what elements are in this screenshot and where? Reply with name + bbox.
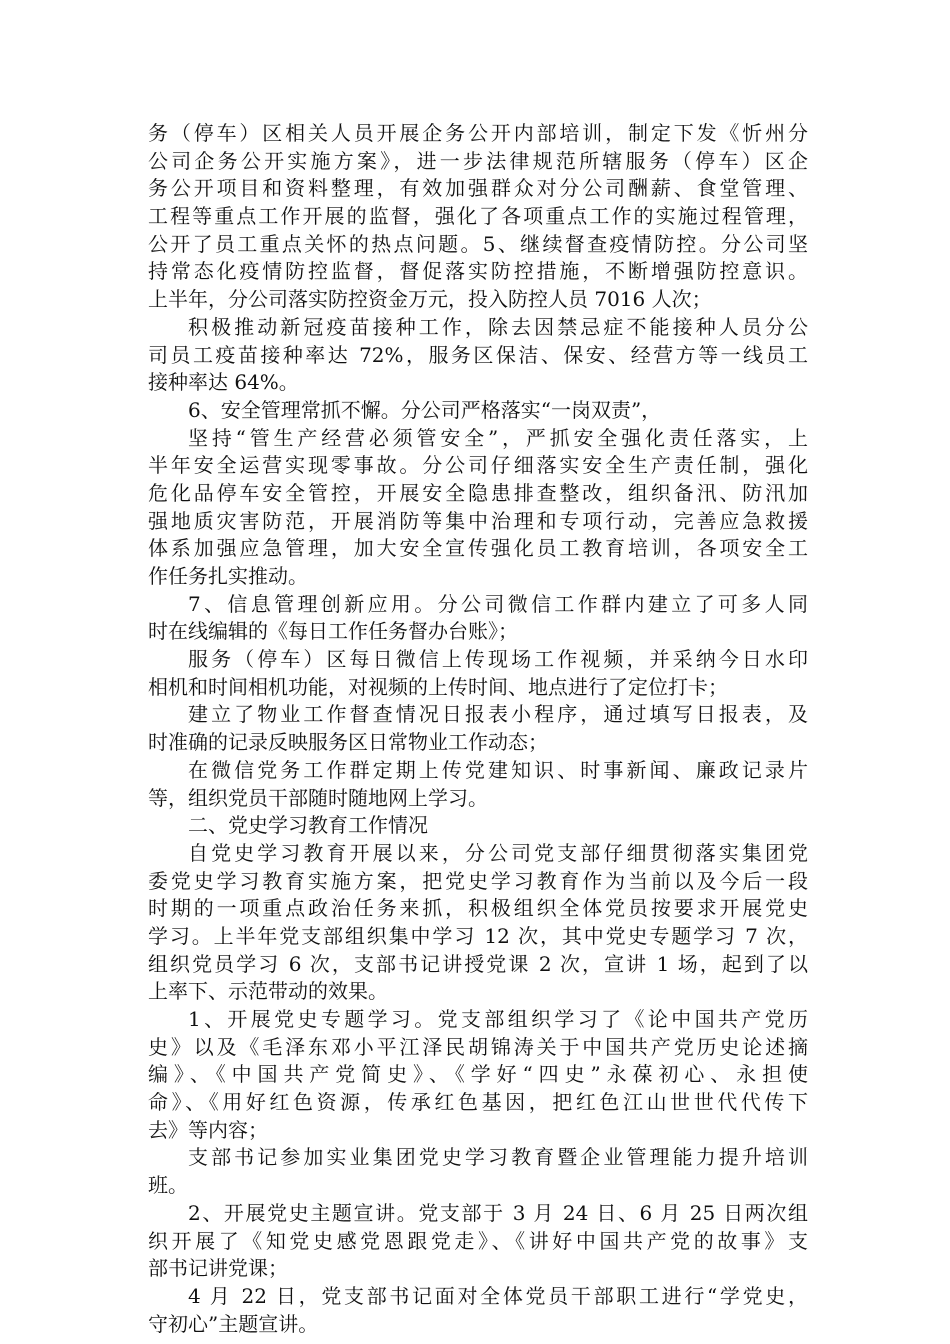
paragraph: [148, 397, 808, 425]
text-line: 自党史学习教育开展以来，分公司党支部仔细贯彻落实集团党: [188, 840, 808, 865]
text-line: 在微信党务工作群定期上传党建知识、时事新闻、廉政记录片: [188, 757, 808, 782]
text-line: 编》、《中国共产党简史》、《学好“四史”永葆初心、永担使: [148, 1062, 808, 1087]
text-line: 服务（停车）区每日微信上传现场工作视频，并采纳今日水印: [188, 647, 808, 672]
text-line: 织开展了《知党史感党恩跟党走》、《讲好中国共产党的故事》支: [148, 1228, 808, 1253]
text-line: 学习。上半年党支部组织集中学习 12 次，其中党史专题学习 7 次，: [148, 923, 808, 948]
text-line: 作任务扎实推动。: [148, 564, 308, 588]
text-line: 班。: [148, 1173, 188, 1198]
text-line: 司员工疫苗接种率达 72%，服务区保洁、保安、经营方等一线员工: [148, 342, 808, 367]
text-line: 持常态化疫情防控监督，督促落实防控措施，不断增强防控意识。: [148, 259, 808, 284]
paragraph: [148, 840, 808, 1006]
text-line: 积极推动新冠疫苗接种工作，除去因禁忌症不能接种人员分公: [188, 314, 808, 339]
paragraph: [148, 1144, 808, 1199]
paragraph: [148, 646, 808, 701]
paragraph: [148, 1283, 808, 1338]
paragraph: [148, 425, 808, 591]
text-line: 公开了员工重点关怀的热点问题。5、继续督查疫情防控。分公司坚: [148, 231, 808, 256]
text-line: 建立了物业工作督查情况日报表小程序，通过填写日报表，及: [188, 702, 808, 727]
paragraph: [148, 1200, 808, 1283]
text-line: 史》以及《毛泽东邓小平江泽民胡锦涛关于中国共产党历史论述摘: [148, 1034, 808, 1059]
text-line: 7、信息管理创新应用。分公司微信工作群内建立了可多人同: [188, 591, 808, 616]
text-line: 坚持“管生产经营必须管安全”，严抓安全强化责任落实，上: [188, 425, 808, 450]
text-line: 4 月 22 日，党支部书记面对全体党员干部职工进行“学党史，: [188, 1283, 808, 1308]
text-line: 委党史学习教育实施方案，把党史学习教育作为当前以及今后一段: [148, 868, 808, 893]
text-line: 危化品停车安全管控，开展安全隐患排查整改，组织备汛、防汛加: [148, 480, 808, 505]
text-line: 二、党史学习教育工作情况: [188, 813, 428, 838]
paragraph: [148, 701, 808, 756]
text-line: 去》等内容；: [148, 1117, 268, 1142]
text-line: 半年安全运营实现零事故。分公司仔细落实安全生产责任制，强化: [148, 453, 808, 478]
text-line: 工程等重点工作开展的监督，强化了各项重点工作的实施过程管理，: [148, 204, 808, 229]
document-body: [148, 120, 808, 1338]
text-line: 等，组织党员干部随时随地网上学习。: [148, 785, 488, 810]
text-line: 务公开项目和资料整理，有效加强群众对分公司酬薪、食堂管理、: [148, 176, 808, 201]
text-line: 上率下、示范带动的效果。: [148, 979, 388, 1004]
text-line: 守初心”主题宣讲。: [148, 1311, 319, 1336]
paragraph: [148, 314, 808, 397]
paragraph: [148, 757, 808, 812]
paragraph: [148, 1006, 808, 1144]
text-line: 6、安全管理常抓不懈。分公司严格落实“一岗双责”，: [188, 397, 662, 422]
paragraph: [148, 812, 808, 840]
text-line: 2、开展党史主题宣讲。党支部于 3 月 24 日、6 月 25 日两次组: [188, 1200, 808, 1225]
text-line: 上半年，分公司落实防控资金万元，投入防控人员 7016 人次；: [148, 287, 712, 312]
text-line: 时准确的记录反映服务区日常物业工作动态；: [148, 730, 548, 755]
text-line: 体系加强应急管理，加大安全宣传强化员工教育培训，各项安全工: [148, 536, 808, 561]
text-line: 公司企务公开实施方案》，进一步法律规范所辖服务（停车）区企: [148, 148, 808, 173]
text-line: 支部书记参加实业集团党史学习教育暨企业管理能力提升培训: [188, 1145, 808, 1170]
text-line: 时期的一项重点政治任务来抓，积极组织全体党员按要求开展党史: [148, 896, 808, 921]
text-line: 强地质灾害防范，开展消防等集中治理和专项行动，完善应急救援: [148, 508, 808, 533]
text-line: 时在线编辑的《每日工作任务督办台账》；: [148, 619, 518, 644]
text-line: 部书记讲党课；: [148, 1256, 288, 1281]
text-line: 接种率达 64%。: [148, 370, 299, 395]
paragraph: [148, 591, 808, 646]
text-line: 相机和时间相机功能，对视频的上传时间、地点进行了定位打卡；: [148, 674, 728, 699]
text-line: 组织党员学习 6 次，支部书记讲授党课 2 次，宣讲 1 场，起到了以: [148, 951, 808, 976]
text-line: 1、开展党史专题学习。党支部组织学习了《论中国共产党历: [188, 1007, 808, 1031]
text-line: 命》、《用好红色资源，传承红色基因，把红色江山世世代代传下: [148, 1090, 808, 1115]
text-line: 务（停车）区相关人员开展企务公开内部培训，制定下发《忻州分: [148, 121, 808, 145]
paragraph: [148, 120, 808, 314]
